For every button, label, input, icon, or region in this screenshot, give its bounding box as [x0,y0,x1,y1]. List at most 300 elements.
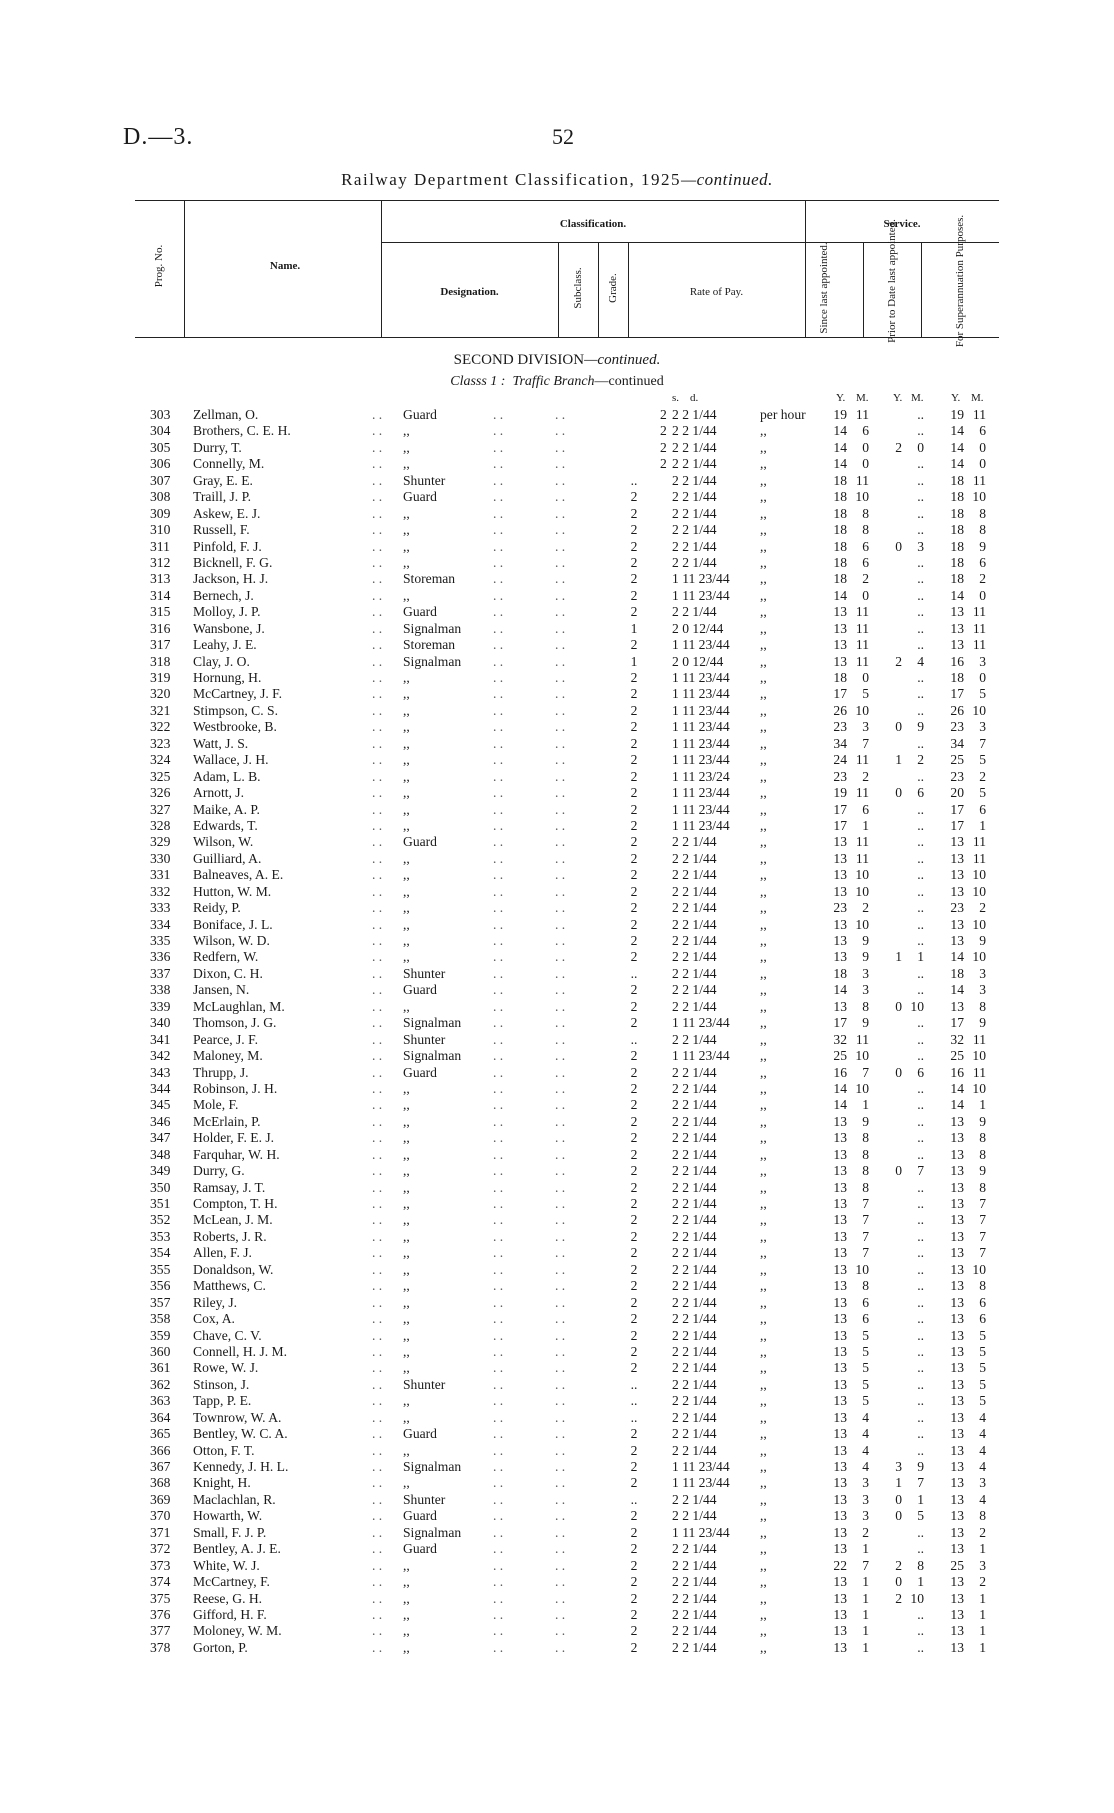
designation: ,, [403,1557,410,1573]
leader-dots: . . [555,1311,566,1327]
employee-name: Maike, A. P. [193,801,260,817]
superannuation-months: 10 [972,883,986,899]
pay-period: ,, [760,900,767,916]
leader-dots: . . [372,801,383,817]
table-row [0,1443,1114,1459]
prog-no: 308 [150,489,171,505]
since-last-years: 13 [833,653,847,669]
leader-dots: . . [372,538,383,554]
leader-dots: . . [372,1064,383,1080]
employee-name: Durry, G. [193,1163,245,1179]
leader-dots: . . [372,1294,383,1310]
pay-period: ,, [760,554,767,570]
employee-name: Dixon, C. H. [193,965,263,981]
superannuation-years: 13 [950,1327,964,1343]
designation: Shunter [403,1031,446,1047]
leader-dots: . . [555,1590,566,1606]
pay-period: per hour [760,407,806,422]
prog-no: 366 [150,1442,171,1458]
table-row [0,670,1114,686]
leader-dots: . . [372,1360,383,1376]
prior-months: .. [917,587,924,603]
leader-dots: . . [493,1113,504,1129]
prior-months: 9 [917,1459,924,1474]
superannuation-years: 17 [950,1015,964,1031]
since-last-months: 3 [862,1475,869,1491]
since-last-years: 13 [833,834,847,850]
designation: Signalman [403,1015,462,1031]
rate-of-pay: 2 0 12/44 [672,620,724,636]
leader-dots: . . [555,686,566,702]
leader-dots: . . [372,489,383,505]
rate-of-pay: 2 2 1/44 [672,1508,717,1524]
table-row [0,1360,1114,1376]
employee-name: Hornung, H. [193,670,262,685]
rate-of-pay: 2 2 1/44 [672,883,717,899]
designation: ,, [403,1623,410,1639]
superannuation-months: 0 [979,439,986,455]
rate-of-pay: 2 2 1/44 [672,1080,717,1096]
designation: ,, [403,785,410,801]
prior-months: .. [917,505,924,521]
rate-of-pay: 2 2 1/44 [672,538,717,554]
superannuation-years: 13 [950,1475,964,1491]
subclass: 2 [630,637,638,653]
table-row [0,1245,1114,1261]
superannuation-years: 14 [950,1080,964,1096]
since-last-months: 1 [862,1574,869,1590]
prior-months: 0 [917,439,924,455]
employee-name: Westbrooke, B. [193,719,277,735]
designation: ,, [403,1261,410,1277]
table-row [0,1196,1114,1212]
designation: ,, [403,505,410,521]
prog-no: 318 [150,653,171,669]
since-last-years: 17 [833,801,847,817]
superannuation-months: 1 [979,1639,986,1655]
superannuation-years: 13 [950,933,964,948]
subclass: 2 [630,670,638,685]
prog-no: 353 [150,1228,171,1244]
leader-dots: . . [493,439,504,455]
pay-period: ,, [760,637,767,653]
prog-no: 331 [150,867,171,883]
since-last-years: 13 [833,1294,847,1310]
superannuation-months: 10 [972,949,986,965]
since-last-months: 11 [855,785,869,801]
leader-dots: . . [493,719,504,735]
rate-of-pay: 2 2 1/44 [672,1574,717,1590]
subclass: 2 [630,1606,638,1622]
superannuation-months: 3 [979,1557,986,1573]
branch-name: Traffic Branch [512,374,595,389]
rate-of-pay: 2 2 1/44 [672,1064,717,1080]
superannuation-months: 5 [979,752,986,768]
prog-no: 336 [150,949,171,965]
subclass: 2 [630,1574,638,1590]
prior-months: 6 [917,785,924,801]
pay-period: ,, [760,933,767,948]
superannuation-years: 14 [950,982,964,998]
since-last-years: 19 [833,785,847,801]
table-row [0,752,1114,768]
since-last-months: 10 [855,702,869,718]
leader-dots: . . [372,949,383,965]
prior-months: .. [917,1113,924,1129]
prior-years: 0 [895,719,902,735]
since-last-months: 9 [862,1113,869,1129]
pay-period: ,, [760,587,767,603]
since-last-months: 11 [855,653,869,669]
superannuation-months: 5 [979,1327,986,1343]
prog-no: 361 [150,1360,171,1376]
leader-dots: . . [493,653,504,669]
leader-dots: . . [372,686,383,702]
since-last-years: 13 [833,1261,847,1277]
prog-no: 369 [150,1491,171,1507]
rate-of-pay: 2 2 1/44 [672,1196,717,1211]
leader-dots: . . [493,1278,504,1294]
leader-dots: . . [555,1113,566,1129]
rate-of-pay: 1 11 23/44 [672,785,730,801]
leader-dots: . . [493,900,504,916]
superannuation-months: 2 [979,900,986,916]
leader-dots: . . [555,1080,566,1096]
prog-no: 371 [150,1524,171,1540]
leader-dots: . . [555,1426,566,1442]
subclass: 2 [630,1442,638,1458]
pay-period: ,, [760,998,767,1014]
employee-name: Maclachlan, R. [193,1491,276,1507]
leader-dots: . . [555,817,566,833]
since-last-years: 18 [833,505,847,521]
prior-months: .. [917,1606,924,1622]
employee-name: Allen, F. J. [193,1245,252,1261]
table-row [0,588,1114,604]
leader-dots: . . [493,702,504,718]
superannuation-months: 7 [979,735,986,751]
superannuation-months: 1 [979,817,986,833]
leader-dots: . . [372,883,383,899]
leader-dots: . . [555,571,566,587]
superannuation-months: 5 [979,1376,986,1392]
leader-dots: . . [372,1130,383,1146]
since-last-years: 23 [833,719,847,735]
employee-name: Farquhar, W. H. [193,1146,280,1162]
pay-period: ,, [760,620,767,636]
header-classification: Classification. [559,218,627,230]
leader-dots: . . [555,1179,566,1195]
subclass: 2 [630,1261,638,1277]
prior-months: 9 [917,719,924,735]
leader-dots: . . [493,522,504,538]
employee-name: Wilson, W. D. [193,933,270,948]
since-last-months: 3 [862,1508,869,1524]
since-last-months: 1 [862,1623,869,1639]
superannuation-years: 13 [950,1541,964,1557]
rate-of-pay: 2 2 1/44 [672,1426,717,1442]
prog-no: 368 [150,1475,171,1491]
table-row [0,1492,1114,1508]
since-last-months: 0 [862,587,869,603]
pay-period: ,, [760,834,767,850]
subclass: .. [630,965,638,981]
leader-dots: . . [493,571,504,587]
since-last-years: 14 [833,1080,847,1096]
employee-name: Pearce, J. F. [193,1031,258,1047]
superannuation-years: 17 [950,801,964,817]
prog-no: 327 [150,801,171,817]
pay-period: ,, [760,472,767,488]
prior-months: .. [917,554,924,570]
employee-name: Wallace, J. H. [193,752,269,768]
prog-no: 343 [150,1064,171,1080]
superannuation-years: 18 [950,489,964,505]
designation: ,, [403,817,410,833]
designation: ,, [403,735,410,751]
rate-of-pay: 2 2 1/44 [672,998,717,1014]
superannuation-months: 5 [979,686,986,702]
leader-dots: . . [372,554,383,570]
table-row [0,834,1114,850]
subclass: 2 [630,933,638,948]
employee-name: Roberts, J. R. [193,1228,267,1244]
since-last-months: 7 [862,1557,869,1573]
leader-dots: . . [493,1146,504,1162]
prior-months: .. [917,834,924,850]
superannuation-years: 32 [950,1031,964,1047]
employee-name: Gray, E. E. [193,472,253,488]
prog-no: 342 [150,1048,171,1064]
table-row [0,1591,1114,1607]
employee-name: McCartney, F. [193,1574,270,1590]
designation: Guard [403,1064,437,1080]
pay-period: ,, [760,522,767,538]
leader-dots: . . [555,735,566,751]
leader-dots: . . [493,1376,504,1392]
leader-dots: . . [372,407,383,422]
prior-years: 1 [895,752,902,768]
pay-period: ,, [760,949,767,965]
leader-dots: . . [555,1623,566,1639]
since-last-years: 13 [833,1196,847,1211]
designation: ,, [403,702,410,718]
since-last-months: 9 [862,933,869,948]
leader-dots: . . [555,489,566,505]
unit-shillings: s. [672,392,680,404]
leader-dots: . . [555,949,566,965]
designation: Shunter [403,965,446,981]
superannuation-months: 2 [979,1524,986,1540]
prior-months: .. [917,686,924,702]
employee-name: Bernech, J. [193,587,254,603]
since-last-years: 13 [833,1212,847,1228]
since-last-years: 13 [833,1508,847,1524]
designation: Guard [403,604,437,620]
superannuation-years: 13 [950,1426,964,1442]
superannuation-years: 18 [950,538,964,554]
leader-dots: . . [493,604,504,620]
rate-of-pay: 2 2 1/44 [672,1031,717,1047]
rate-of-pay: 2 2 1/44 [672,1541,717,1557]
pay-period: ,, [760,768,767,784]
superannuation-years: 19 [950,407,964,422]
table-row [0,884,1114,900]
table-row [0,604,1114,620]
employee-name: Maloney, M. [193,1048,263,1064]
since-last-years: 13 [833,883,847,899]
subclass: 2 [630,554,638,570]
leader-dots: . . [555,1163,566,1179]
table-row [0,1114,1114,1130]
pay-period: ,, [760,916,767,932]
unit-months: M. [856,392,869,404]
subclass: 2 [630,571,638,587]
pay-period: ,, [760,538,767,554]
rate-of-pay: 2 2 1/44 [672,1327,717,1343]
pay-period: ,, [760,1508,767,1524]
prior-months: .. [917,1228,924,1244]
prog-no: 341 [150,1031,171,1047]
pay-period: ,, [760,1574,767,1590]
prior-years: 0 [895,785,902,801]
since-last-months: 8 [862,1146,869,1162]
designation: Guard [403,982,437,998]
pay-period: ,, [760,883,767,899]
designation: ,, [403,916,410,932]
table-row [0,654,1114,670]
since-last-years: 18 [833,571,847,587]
subclass: 2 [630,1228,638,1244]
leader-dots: . . [555,456,566,472]
leader-dots: . . [555,1097,566,1113]
prog-no: 314 [150,587,171,603]
prog-no: 364 [150,1409,171,1425]
table-row [0,917,1114,933]
prog-no: 378 [150,1639,171,1655]
since-last-months: 1 [862,1639,869,1655]
leader-dots: . . [372,604,383,620]
employee-name: Leahy, J. E. [193,637,257,653]
leader-dots: . . [555,801,566,817]
designation: ,, [403,1606,410,1622]
pay-period: ,, [760,505,767,521]
leader-dots: . . [493,1557,504,1573]
superannuation-years: 18 [950,670,964,685]
since-last-months: 11 [855,834,869,850]
since-last-years: 13 [833,1541,847,1557]
since-last-years: 13 [833,1130,847,1146]
superannuation-months: 5 [979,1343,986,1359]
superannuation-months: 8 [979,1508,986,1524]
table-row [0,999,1114,1015]
designation: Shunter [403,472,446,488]
employee-name: Molloy, J. P. [193,604,261,620]
subclass: 2 [630,1048,638,1064]
rate-of-pay: 2 2 1/44 [672,423,717,439]
since-last-months: 6 [862,801,869,817]
unit-months: M. [971,392,984,404]
superannuation-years: 13 [950,1360,964,1376]
designation: ,, [403,1393,410,1409]
prog-no: 363 [150,1393,171,1409]
table-row [0,1393,1114,1409]
designation: ,, [403,850,410,866]
superannuation-years: 18 [950,571,964,587]
since-last-months: 11 [855,752,869,768]
leader-dots: . . [555,1491,566,1507]
employee-name: Reese, G. H. [193,1590,263,1606]
since-last-months: 3 [862,965,869,981]
leader-dots: . . [372,1508,383,1524]
prog-no: 303 [150,407,171,422]
leader-dots: . . [372,1146,383,1162]
leader-dots: . . [493,423,504,439]
header-top-rule [135,200,999,201]
leader-dots: . . [372,1278,383,1294]
rate-of-pay: 2 2 1/44 [672,1376,717,1392]
designation: ,, [403,538,410,554]
prior-years: 2 [895,653,902,669]
designation: ,, [403,1409,410,1425]
pay-period: ,, [760,423,767,439]
leader-dots: . . [372,1080,383,1096]
employee-name: Zellman, O. [193,407,259,422]
leader-dots: . . [372,1196,383,1211]
leader-dots: . . [555,1376,566,1392]
pay-period: ,, [760,1130,767,1146]
leader-dots: . . [372,850,383,866]
rate-of-pay: 2 2 1/44 [672,1343,717,1359]
rate-of-pay: 1 11 23/24 [672,768,730,784]
header-since-last: Since last appointed. [818,242,830,334]
since-last-years: 13 [833,949,847,965]
superannuation-years: 18 [950,505,964,521]
subclass: .. [630,472,638,488]
subclass: 2 [630,1064,638,1080]
pay-period: ,, [760,965,767,981]
designation: ,, [403,1343,410,1359]
rate-of-pay: 2 2 1/44 [672,916,717,932]
superannuation-years: 13 [950,1491,964,1507]
superannuation-years: 16 [950,653,964,669]
designation: ,, [403,456,410,472]
superannuation-years: 13 [950,1261,964,1277]
table-row [0,1262,1114,1278]
leader-dots: . . [493,1130,504,1146]
designation: ,, [403,801,410,817]
header-subclass: Subclass. [572,267,584,309]
leader-dots: . . [372,1311,383,1327]
leader-dots: . . [555,522,566,538]
header-divider [558,242,559,338]
leader-dots: . . [372,965,383,981]
since-last-years: 13 [833,1639,847,1655]
employee-name: Clay, J. O. [193,653,250,669]
prog-no: 330 [150,850,171,866]
table-row [0,966,1114,982]
header-prog-no: Prog. No. [153,244,165,288]
prior-months: .. [917,933,924,948]
header-designation: Designation. [440,286,499,298]
prior-months: .. [917,1261,924,1277]
table-row [0,555,1114,571]
subclass: 2 [630,587,638,603]
leader-dots: . . [493,1048,504,1064]
employee-name: Stinson, J. [193,1376,250,1392]
employee-name: Ramsay, J. T. [193,1179,266,1195]
subclass: 2 [630,1541,638,1557]
